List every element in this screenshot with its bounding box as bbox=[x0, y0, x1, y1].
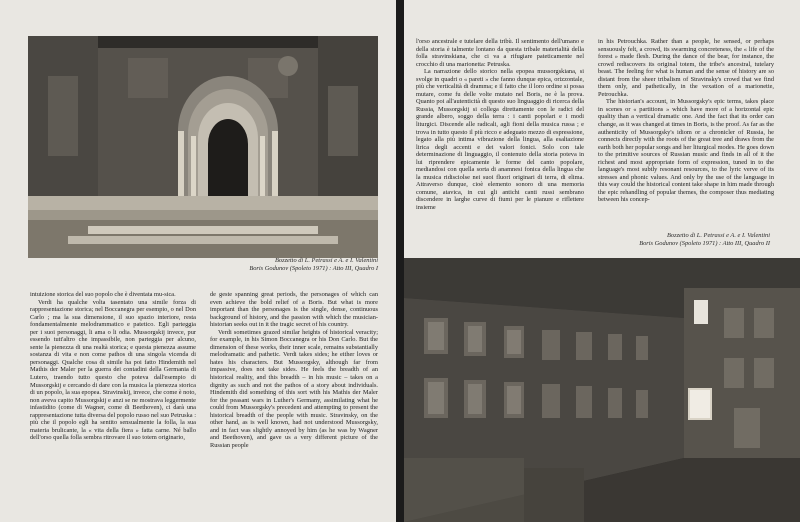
italian-text-column bbox=[30, 291, 196, 519]
paragraph: The historian's account, in Mussorgsky's epic terms, takes place in scenes or « partitions » which have more of a horizontal epic quality than a vertical dramatic one. And the fact that its order can change, as it was changed at times in Boris, is the proof. As far as the authenticity of Mussorgsky's idiom or a chronicler of Russia, he connects directly with the roots of the great tree and draws from the earth both her popular songs and her liturgical modes. He goes down to the primitive sources of Russian music and finds in all of it the richest and most appropriate form of expression, tuned in to the language's most subtly resonant resources, to the lyric verve of its stresses and phonic values. And only by the use of the language in this way could the historical content take shape in him made through the epic rehandling of popular themes, the composer thus mediating between his concep- bbox=[598, 98, 774, 204]
paragraph: de geste spanning great periods, the personages of which can even achieve the bold relief of a Boris. But what is more important than the personages is the single, dense, continuous background of history, and the passion with which the musician-historian seeks out in it the tragic secret of his country. bbox=[210, 291, 378, 329]
illustration-caption bbox=[560, 232, 770, 248]
paragraph: intuizione storica del suo popolo che è diventata mu-sica. bbox=[30, 291, 176, 298]
caption-line-2: Boris Godunov (Spoleto 1971) : Atto III, Quadro I bbox=[249, 265, 378, 273]
english-text-column bbox=[210, 291, 378, 519]
paragraph: l'orso ancestrale e tutelare della tribù. Il sentimento dell'umano e della storia è talmente lontano da questa tribale materialità della folla stravinskiana, che ci va a rifugiare pateticamente nel crocchio di una marionetta: Petruska. bbox=[416, 38, 584, 68]
paragraph: Verdi sometimes grazed similar heights of historical veracity; for example, in his Simon Boccanegra or his Don Carlo. But the dimension of these works, their inner scale, remains substantially melodramatic and pathetic. Verdi takes sides; he either loves or hates his characters. But Mussorgsky, although far from impassive, does not take sides. He feels the breadth of an historical reality, and this breadth – in his music – takes on a dignity as such and not the pathos of a story about individuals. Hindemith did something of this sort with his Mathis der Maler for the peasant wars in Luther's Germany, assimilating what he could from Mussorgsky's precedent and attempting to present the historical breadth of the people with music. Stravinsky, on the other hand, as is well known, had not understood Mussorgsky, and in fact was slightly annoyed by him (as he was by Wagner and Beethoven), and gave us a very different picture of the Russian people bbox=[210, 328, 378, 449]
paragraph: Verdi ha qualche volta tasentato una simile forza di rappresentazione storica; nel Boccanegra per esempio, o nel Don Carlo ; ma la sua dimensione, il suo spazio interiore, resta fondamentalmente melodrammatico e patetico. Egli parteggia per i suoi personaggi, li ama o li odia. Mussorgskij invece, pur essendo tutt'altro che impassibile, non parteggia per alcuno, sente la pienezza di una realtà storica; e questa pienezza assume sostanza di vita e non come pathos di una singola vicenda di personaggi. Qualche cosa di simile ha poi fatto Hindemith nel Mathis der Maler per la guerra dei contadini della Germania di Lutero, traendo tutto questo che poteva dall'esempio di Mussorgskij e cercando di dare con la musica la pienezza storica di un popolo, la sua epopea. Stravinskij, invece, che come è noto, non aveva capito Mussorgskij e anzi se ne mostrava leggermente infastidito (come di Wagner, come di Beethoven), ci darà una rappresentazione tutta diversa del popolo russo nel suo Petruska : più che il popolo egli ha sentito sensualmente la folla, la sua materia brulicante, la « vita della fiera » fatta carne. Né ballo dell'orso quella folla sembra ritrovare il suo totem originario, bbox=[30, 298, 196, 442]
stage-design-illustration-hall bbox=[404, 258, 800, 522]
caption-line-1: Bozzetto di L. Petrassi e A. e I. Valentini bbox=[274, 257, 378, 264]
caption-line-1: Bozzetto di L. Petrassi e A. e I. Valentini bbox=[666, 232, 770, 239]
right-page bbox=[404, 0, 800, 522]
book-gutter bbox=[396, 0, 404, 522]
left-page bbox=[0, 0, 396, 522]
paragraph: in his Petrouchka. Rather than a people, he sensed, or perhaps sensuously felt, a crowd, its swarming concreteness, the « life of the forest » made flesh. During the dance of the bear, for instance, the crowd rediscovers its original totem, the tribe's ancestral, tutelary beast. The feeling for what is human and the sense of history are so distant from the sheer tribalism of Stravinsky's crowd that we find them only, and pathetically, in the vexation of a marionette, Petrouchka. bbox=[598, 38, 774, 98]
italian-text-column bbox=[416, 38, 584, 256]
english-text-column bbox=[598, 38, 774, 228]
caption-line-2: Boris Godunov (Spoleto 1971) : Atto III, Quadro II bbox=[639, 240, 770, 248]
paragraph: La narrazione dello storico nella epopea mussorgskiana, si svolge in quadri o « pareti » che fanno dunque epica, orizzontale, più che verticalità di dramma; e il fatto che il loro ordine si possa mutare, come fu delle volte mutato nel Boris, ne è la prova. Quanto poi all'autenticità di questo suo linguaggio di ricerca della Russia, Mussorgskij si collega direttamente con le radici del grande albero, soggo della terra : i canti popolari e i modi liturgici. Discende alle radicali, agli fioni della musica russa ; e trova in tutto questo il più ricco e adeguato mezzo di espressione, legato alla più intima vibrazione della lingua, alla esaltazione lirica degli accenti e dei valori fonici. Solo con tale determinazione di linguaggio, il contenuto della storia poteva in lui riprendere epicamente le forme del canto popolare, mediandosi con quella sorta di anamnesi fonica della lingua che la musica ridisciolse nei suoi fluori originari di terra, di elima. Attraverso dunque, cioè elemento sonoro di una memoria comune, atavica, in cui gli antichi canti russi sembrano discendere in larghe curve di fiumi per le pianure e riflettere insieme bbox=[416, 68, 584, 212]
stage-design-illustration-arch bbox=[28, 36, 378, 258]
illustration-caption bbox=[178, 257, 378, 273]
